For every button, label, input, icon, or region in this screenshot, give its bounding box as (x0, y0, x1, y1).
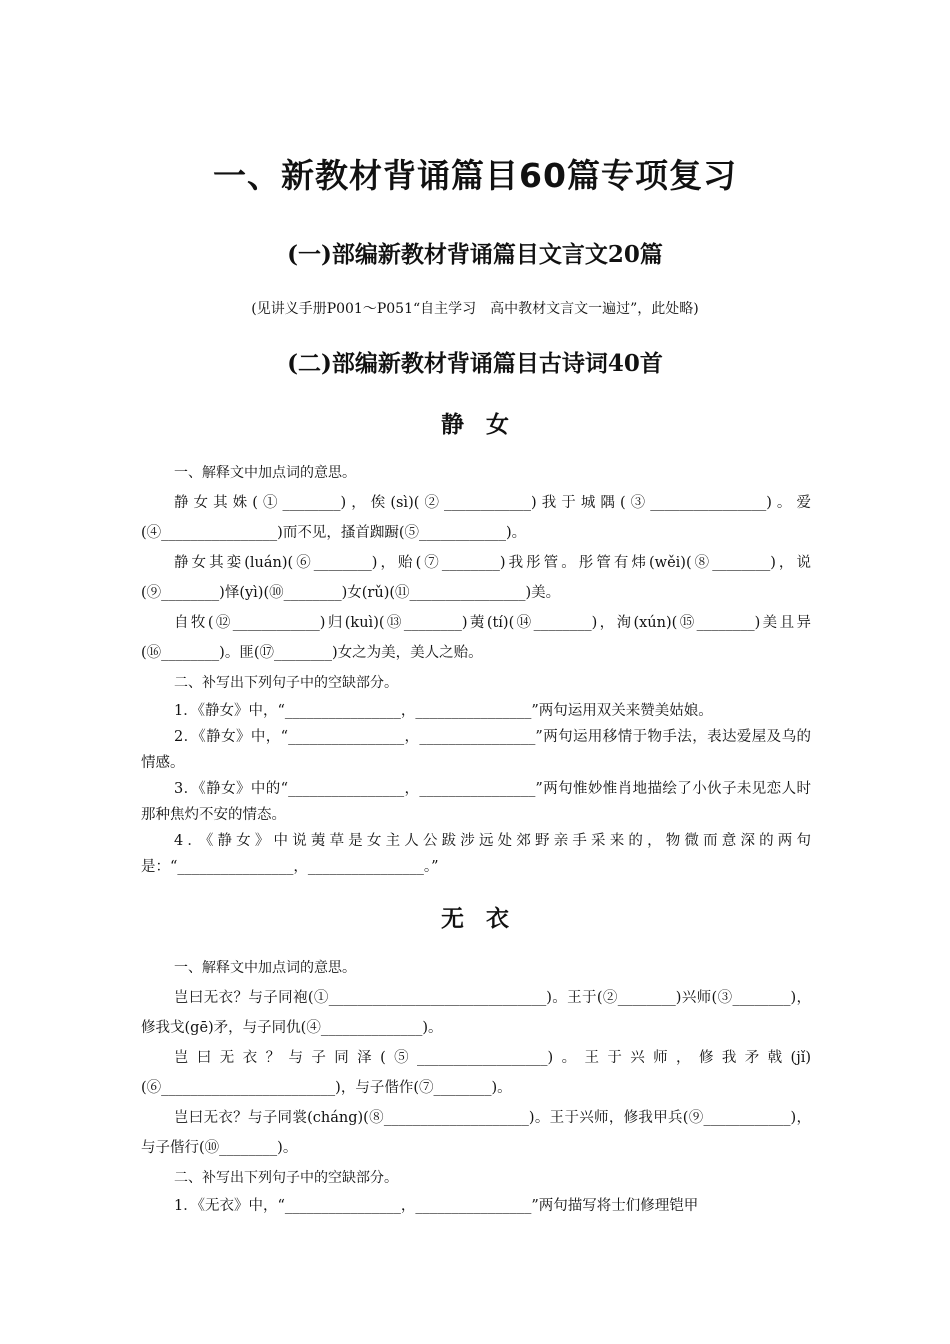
exercise-line: 静女其姝(①________)，俟(sì)(②____________)我于城隅(③________________)。爱(④________________)而不见，搔首踟蹰(⑤____________)。 (141, 495, 811, 541)
section-heading-explain: 一、解释文中加点词的意思。 (174, 465, 356, 481)
poem-section-jingnv (141, 460, 811, 880)
poem-title-jingnv: 静女 (441, 412, 531, 438)
subtitle-classical-poetry: (二)部编新教材背诵篇目古诗词40首 (287, 350, 663, 377)
main-title: 一、新教材背诵篇目60篇专项复习 (213, 156, 737, 195)
question-item: 3．《静女》中的“________________，________________”两句惟妙惟肖地描绘了小伙子未见恋人时那种焦灼不安的情态。 (141, 781, 811, 823)
poem-title-wuyi: 无衣 (441, 906, 531, 932)
subtitle-classical-prose: (一)部编新教材背诵篇目文言文20篇 (287, 241, 663, 268)
section-heading-explain: 一、解释文中加点词的意思。 (174, 960, 356, 976)
reference-note: (见讲义手册P001～P051“自主学习 高中教材文言文一遍过”，此处略) (251, 301, 699, 317)
section-heading-fill: 二、补写出下列句子中的空缺部分。 (174, 1170, 398, 1186)
exercise-line: 岂曰无衣？与子同泽(⑤__________________)。王于兴师，修我矛戟(jǐ)(⑥________________________)，与子偕作(⑦________)。 (141, 1050, 811, 1096)
question-item: 1．《静女》中，“________________，________________”两句运用双关来赞美姑娘。 (174, 703, 713, 719)
section-heading-fill: 二、补写出下列句子中的空缺部分。 (174, 675, 398, 691)
question-item: 2．《静女》中，“________________，________________”两句运用移情于物手法，表达爱屋及乌的情感。 (141, 729, 811, 771)
exercise-line: 静女其娈(luán)(⑥________)，贻(⑦________)我彤管。彤管有炜(wěi)(⑧________)，说(⑨________)怿(yì)(⑩________)女(rǔ)(⑪________________)美。 (141, 555, 811, 601)
poem-section-wuyi (141, 955, 811, 1219)
question-item: 4．《静女》中说荑草是女主人公跋涉远处郊野亲手采来的，物微而意深的两句是：“________________，________________。” (141, 833, 811, 875)
question-item: 1．《无衣》中，“________________，________________”两句描写将士们修理铠甲 (174, 1198, 699, 1214)
exercise-line: 岂曰无衣？与子同裳(cháng)(⑧____________________)。王于兴师，修我甲兵(⑨____________)，与子偕行(⑩________)。 (141, 1110, 811, 1156)
exercise-line: 岂曰无衣？与子同袍(①______________________________)。王于(②________)兴师(③________)，修我戈(gē)矛，与子同仇(④______________)。 (141, 990, 811, 1036)
exercise-line: 自牧(⑫____________)归(kuì)(⑬________)荑(tí)(⑭________)，洵(xún)(⑮________)美且异(⑯________)。匪(⑰________)女之为美，美人之贻。 (141, 615, 811, 661)
